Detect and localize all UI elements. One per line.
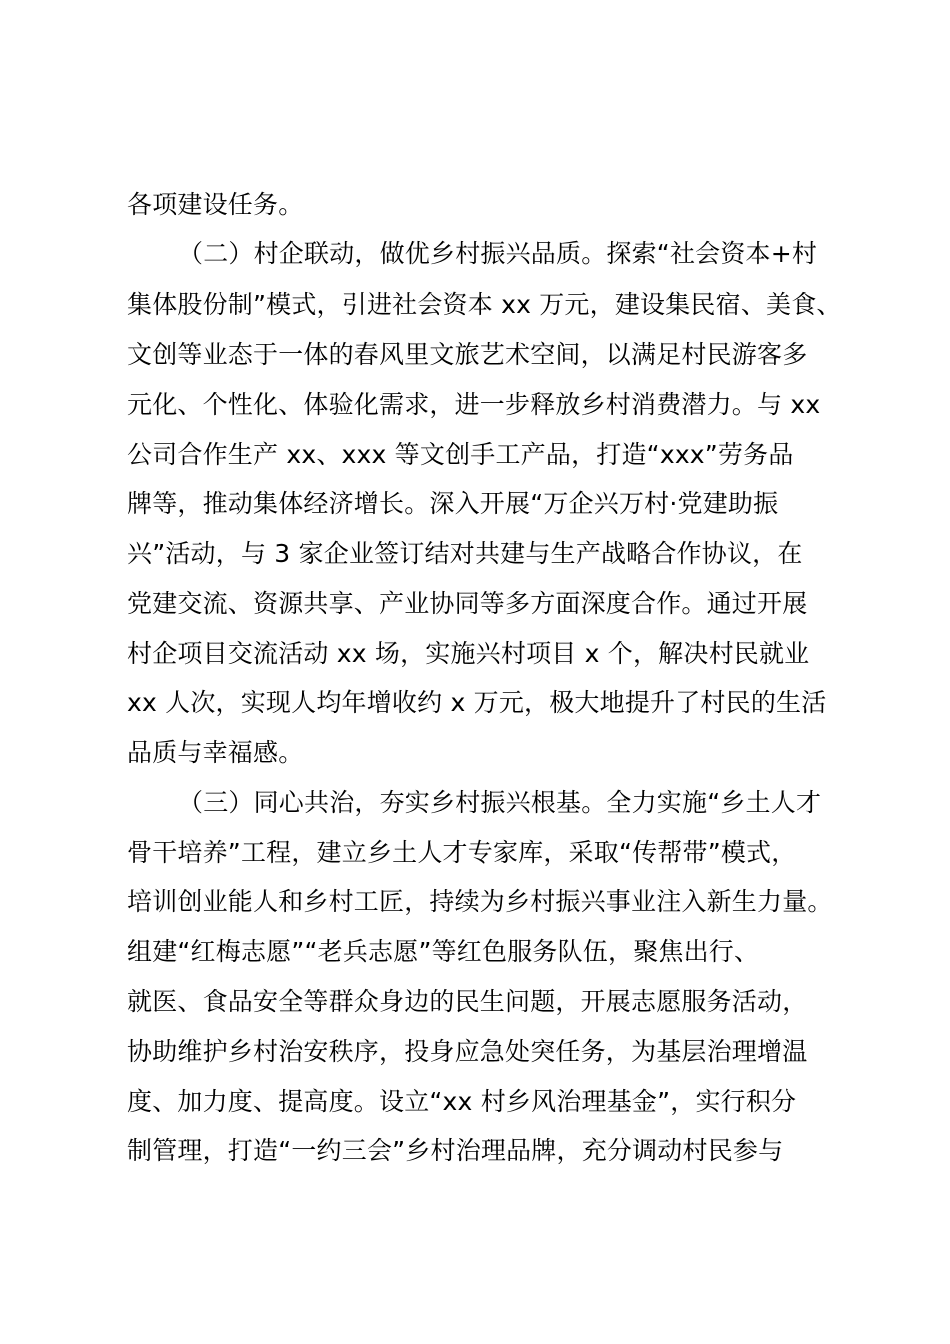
text-line: 兴”活动，与 3 家企业签订结对共建与生产战略合作协议，在 [127,539,803,568]
section-heading-line: （三）同心共治，夯实乡村振兴根基。全力实施“乡土人才 [178,788,822,817]
text-line: 制管理，打造“一约三会”乡村治理品牌，充分调动村民参与 [127,1136,784,1165]
text-line: 品质与幸福感。 [127,738,304,767]
text-line: 骨干培养”工程，建立乡土人才专家库，采取“传帮带”模式， [127,838,797,867]
text-line: 度、加力度、提高度。设立“xx 村乡风治理基金”，实行积分 [127,1087,797,1116]
text-line: 元化、个性化、体验化需求，进一步释放乡村消费潜力。与 xx [127,390,821,419]
text-line: 各项建设任务。 [127,190,304,219]
text-line: 集体股份制”模式，引进社会资本 xx 万元，建设集民宿、美食、 [127,290,842,319]
section-heading-line: （二）村企联动，做优乡村振兴品质。探索“社会资本+村 [178,239,818,268]
text-line: 就医、食品安全等群众身边的民生问题，开展志愿服务活动， [127,987,808,1016]
text-line: 组建“红梅志愿”“老兵志愿”等红色服务队伍，聚焦出行、 [127,937,760,966]
text-line: xx 人次，实现人均年增收约 x 万元，极大地提升了村民的生活 [127,688,827,717]
text-line: 文创等业态于一体的春风里文旅艺术空间，以满足村民游客多 [127,340,808,369]
text-line: 协助维护乡村治安秩序，投身应急处突任务，为基层治理增温 [127,1037,808,1066]
text-line: 公司合作生产 xx、xxx 等文创手工产品，打造“xxx”劳务品 [127,440,794,469]
text-line: 党建交流、资源共享、产业协同等多方面深度合作。通过开展 [127,589,808,618]
text-line: 村企项目交流活动 xx 场，实施兴村项目 x 个，解决村民就业 [127,639,810,668]
text-line: 牌等，推动集体经济增长。深入开展“万企兴万村·党建助振 [127,489,779,518]
text-line: 培训创业能人和乡村工匠，持续为乡村振兴事业注入新生力量。 [127,887,833,916]
